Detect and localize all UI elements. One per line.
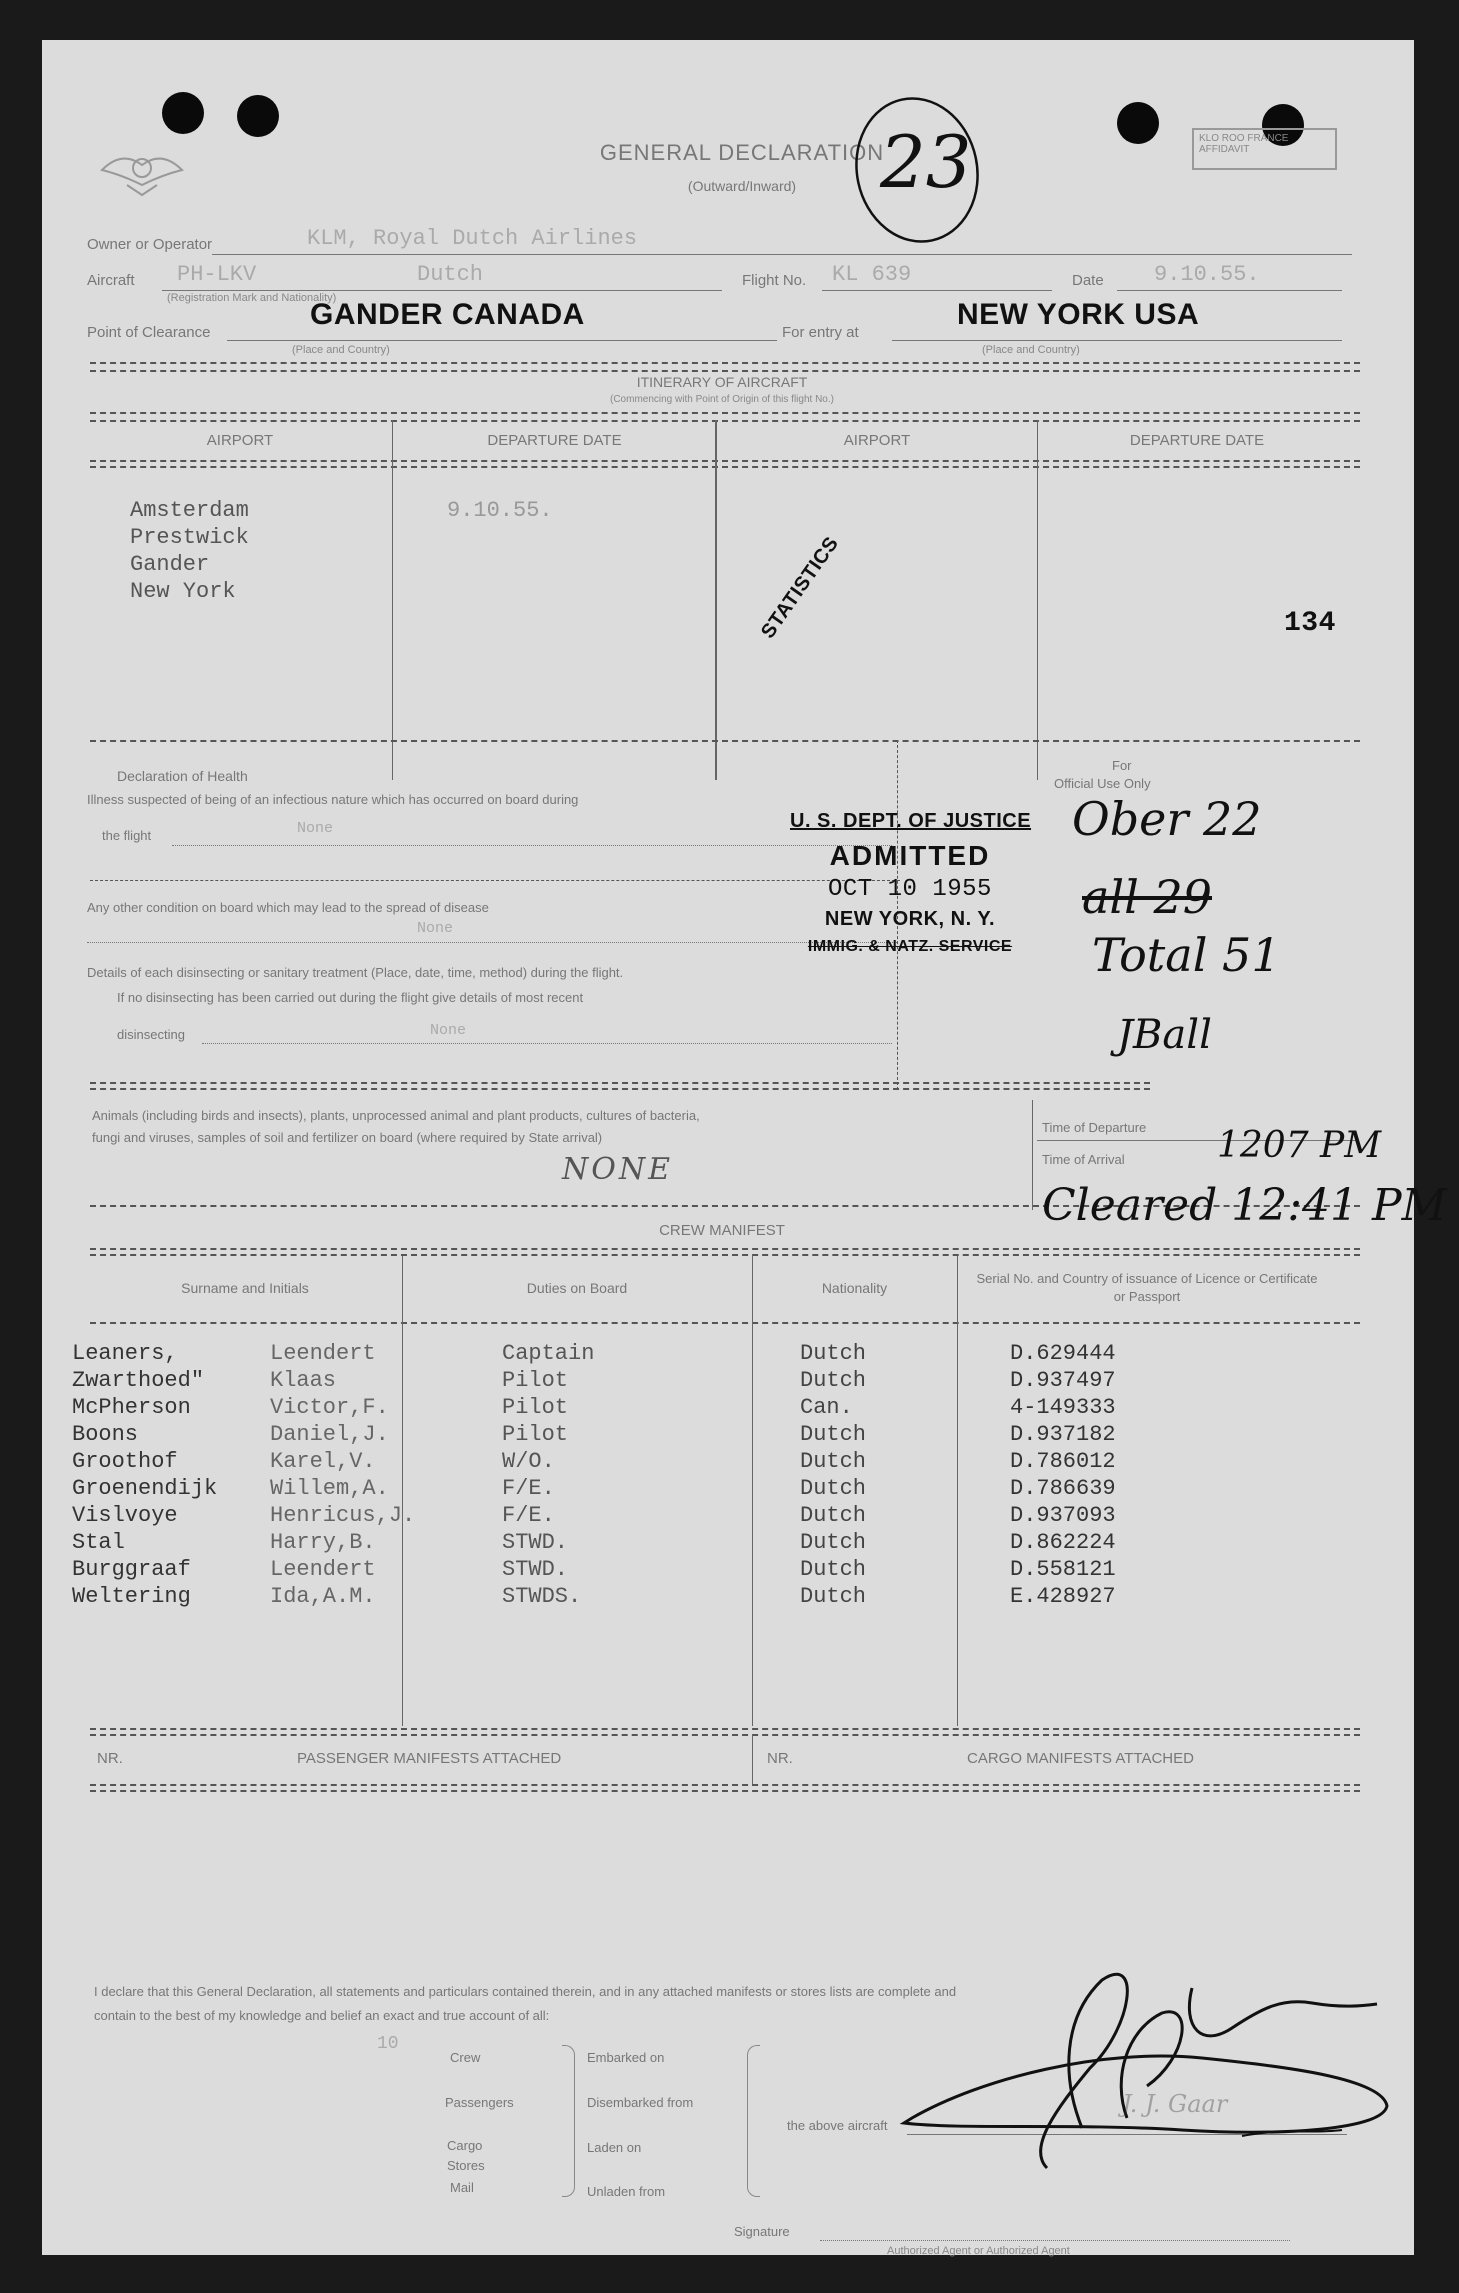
statistics-stamp: STATISTICS [757, 532, 844, 643]
official-hw-line1: Ober 22 [1072, 792, 1262, 846]
entry-line [892, 340, 1342, 341]
crew-given: Ida,A.M. [270, 1584, 376, 1609]
ins-stamp-line5: IMMIG. & NATZ. SERVICE [807, 938, 1013, 955]
divider [90, 466, 1360, 468]
crew-nationality: Dutch [800, 1530, 867, 1555]
decl-stores: Stores [447, 2158, 485, 2173]
divider [90, 1322, 1360, 1324]
crew-nationality: Dutch [800, 1368, 867, 1393]
crew-licence: D.786012 [1010, 1449, 1116, 1474]
other-condition-line [87, 942, 897, 943]
arrival-label: Time of Arrival [1042, 1152, 1125, 1167]
disinsect-line [202, 1043, 892, 1044]
illness-value: None [297, 820, 334, 837]
decl-unladen: Unladen from [587, 2184, 666, 2199]
itinerary-airport: New York [130, 579, 236, 604]
divider [90, 412, 1360, 414]
declaration-text-1: I declare that this General Declaration, all statements and particulars contained therein, and in any attached manifests or stores lists are complete and [94, 1984, 957, 1999]
punch-hole-left-2 [237, 95, 279, 137]
divider [90, 362, 1360, 364]
crew-divider-2 [752, 1256, 753, 1726]
divider [90, 460, 1360, 462]
page-number: 134 [1284, 608, 1336, 639]
crew-nationality: Dutch [800, 1449, 867, 1474]
divider [90, 1082, 1150, 1084]
crew-col-duties: Duties on Board [526, 1280, 628, 1296]
cargo-manifests-label: CARGO MANIFESTS ATTACHED [967, 1750, 1194, 1767]
divider [90, 1728, 1360, 1730]
decl-cargo: Cargo [447, 2138, 483, 2153]
itinerary-col-airport-2: AIRPORT [843, 432, 911, 449]
itinerary-departure-date: 9.10.55. [447, 498, 553, 523]
crew-given: Victor,F. [270, 1395, 389, 1420]
crew-duty: STWD. [502, 1557, 569, 1582]
aircraft-line [162, 290, 722, 291]
divider [90, 1248, 1360, 1250]
crew-divider-1 [402, 1256, 403, 1726]
itinerary-col-date-1: DEPARTURE DATE [487, 432, 622, 449]
place-caption-left: (Place and Country) [292, 344, 390, 356]
owner-line [212, 254, 1352, 255]
itinerary-divider-3 [1037, 420, 1038, 780]
date-label: Date [1072, 272, 1104, 289]
crew-col-nationality: Nationality [821, 1280, 888, 1296]
signature-scribble [842, 1958, 1402, 2188]
form-subtitle: (Outward/Inward) [687, 178, 797, 194]
crew-licence: 4-149333 [1010, 1395, 1116, 1420]
crew-licence: D.937497 [1010, 1368, 1116, 1393]
owner-value: KLM, Royal Dutch Airlines [307, 226, 638, 251]
itinerary-col-date-2: DEPARTURE DATE [1129, 432, 1265, 449]
form-title: GENERAL DECLARATION [599, 140, 885, 165]
signature-text: J. J. Gaar [1122, 2090, 1228, 2118]
declaration-form [42, 40, 1447, 2257]
clearance-label: Point of Clearance [87, 324, 211, 341]
itinerary-airport: Amsterdam [130, 498, 249, 523]
divider [90, 740, 1360, 742]
crew-licence: D.937182 [1010, 1422, 1116, 1447]
decl-laden: Laden on [587, 2140, 642, 2155]
crew-duty: STWD. [502, 1530, 569, 1555]
crew-licence: D.558121 [1010, 1557, 1116, 1582]
signature-line [820, 2240, 1290, 2241]
divider [90, 420, 1360, 422]
crew-surname: Groothof [72, 1449, 178, 1474]
entry-label: For entry at [782, 324, 859, 341]
crew-nationality: Dutch [800, 1422, 867, 1447]
registration-caption: (Registration Mark and Nationality) [167, 292, 337, 304]
itinerary-subtitle: (Commencing with Point of Origin of this flight No.) [610, 394, 834, 405]
crew-nationality: Dutch [800, 1584, 867, 1609]
decl-bracket-2 [747, 2045, 760, 2197]
punch-hole-right-1 [1117, 102, 1159, 144]
divider [90, 1088, 1150, 1090]
itinerary-divider-1 [392, 420, 393, 780]
nr-left: NR. [97, 1750, 123, 1767]
date-line [1117, 290, 1342, 291]
clearance-line [227, 340, 777, 341]
crew-surname: Weltering [72, 1584, 191, 1609]
crew-divider-3 [957, 1256, 958, 1726]
corner-box: KLO ROO FRANCE AFFIDAVIT [1192, 128, 1337, 170]
divider [90, 880, 900, 881]
declaration-text-2: contain to the best of my knowledge and belief an exact and true account of all: [94, 2008, 550, 2023]
signature-label: Signature [734, 2224, 790, 2239]
crew-surname: Stal [72, 1530, 125, 1555]
decl-embarked: Embarked on [587, 2050, 665, 2065]
crew-col-surname: Surname and Initials [181, 1280, 309, 1296]
flight-no-line [822, 290, 1052, 291]
divider [90, 1790, 1360, 1792]
ins-stamp-line4: NEW YORK, N. Y. [824, 908, 996, 930]
crew-given: Karel,V. [270, 1449, 376, 1474]
clearance-value: GANDER CANADA [310, 298, 585, 331]
disinsect-text-2: If no disinsecting has been carried out during the flight give details of most recent [117, 990, 584, 1005]
crew-surname: Vislvoye [72, 1503, 178, 1528]
itinerary-col-airport-1: AIRPORT [206, 432, 274, 449]
crew-duty: Pilot [502, 1395, 569, 1420]
official-hw-line2: all 29 [1082, 870, 1213, 924]
ins-stamp-line2: ADMITTED [829, 840, 991, 871]
nr-right: NR. [767, 1750, 793, 1767]
crew-nationality: Can. [800, 1395, 853, 1420]
circled-number: 23 [880, 120, 972, 204]
crew-nationality: Dutch [800, 1557, 867, 1582]
other-condition-text: Any other condition on board which may lead to the spread of disease [87, 900, 489, 915]
crew-duty: Pilot [502, 1368, 569, 1393]
divider [90, 1734, 1360, 1736]
divider [90, 370, 1360, 372]
departure-time-hw: 1207 PM [1217, 1125, 1382, 1166]
crew-nationality: Dutch [800, 1341, 867, 1366]
passenger-manifests-label: PASSENGER MANIFESTS ATTACHED [297, 1750, 562, 1767]
crew-licence: D.862224 [1010, 1530, 1116, 1555]
crew-surname: Leaners, [72, 1341, 178, 1366]
aircraft-reg: PH-LKV [177, 262, 257, 287]
agent-caption: Authorized Agent or Authorized Agent [887, 2245, 1070, 2257]
decl-mail: Mail [450, 2180, 474, 2195]
flight-no-value: KL 639 [832, 262, 912, 287]
other-condition-value: None [417, 920, 454, 937]
decl-disembarked: Disembarked from [587, 2095, 694, 2110]
official-label: Official Use Only [1054, 776, 1151, 791]
health-heading: Declaration of Health [117, 768, 248, 784]
disinsect-value: None [430, 1022, 467, 1039]
decl-bracket [562, 2045, 575, 2197]
crew-given: Daniel,J. [270, 1422, 389, 1447]
animals-text-1: Animals (including birds and insects), plants, unprocessed animal and plant products, cultures of bacteria, [92, 1108, 700, 1123]
crew-col-licence: Serial No. and Country of issuance of Licence or Certificate or Passport [976, 1271, 1318, 1304]
decl-above-aircraft: the above aircraft [787, 2118, 888, 2133]
official-hw-line3: Total 51 [1092, 928, 1281, 982]
date-value: 9.10.55. [1154, 262, 1260, 287]
itinerary-airport: Prestwick [130, 525, 249, 550]
illness-line [172, 845, 892, 846]
ins-stamp-line3: OCT 10 1955 [828, 876, 992, 903]
crew-given: Willem,A. [270, 1476, 389, 1501]
owner-label: Owner or Operator [87, 236, 213, 253]
crew-manifest-title: CREW MANIFEST [659, 1222, 785, 1239]
departure-label: Time of Departure [1042, 1120, 1147, 1135]
aircraft-nationality: Dutch [417, 262, 484, 287]
official-hw-initials: JBall [1117, 1012, 1212, 1058]
flight-no-label: Flight No. [742, 272, 807, 289]
crew-licence: E.428927 [1010, 1584, 1116, 1609]
crew-count: 10 [377, 2034, 399, 2054]
cleared-time-hw: Cleared 12:41 PM [1042, 1180, 1447, 1231]
crew-surname: Burggraaf [72, 1557, 191, 1582]
crew-duty: F/E. [502, 1476, 555, 1501]
animals-value: NONE [562, 1152, 673, 1187]
crew-surname: Boons [72, 1422, 139, 1447]
itinerary-divider-2 [715, 420, 717, 780]
crew-nationality: Dutch [800, 1476, 867, 1501]
official-label-for: For [1112, 758, 1132, 773]
animals-text-2: fungi and viruses, samples of soil and fertilizer on board (where required by State arrival) [92, 1130, 603, 1145]
disinsecting-label: disinsecting [117, 1027, 185, 1042]
divider [90, 1254, 1360, 1256]
crew-duty: Captain [502, 1341, 595, 1366]
crew-surname: Groenendijk [72, 1476, 218, 1501]
the-flight-label: the flight [102, 828, 152, 843]
itinerary-title: ITINERARY OF AIRCRAFT [636, 374, 808, 390]
itinerary-airport: Gander [130, 552, 210, 577]
crew-given: Klaas [270, 1368, 337, 1393]
crew-given: Henricus,J. [270, 1503, 416, 1528]
entry-value: NEW YORK USA [957, 298, 1200, 331]
aircraft-label: Aircraft [87, 272, 135, 289]
place-caption-right: (Place and Country) [982, 344, 1080, 356]
crew-licence: D.937093 [1010, 1503, 1116, 1528]
crew-given: Leendert [270, 1341, 376, 1366]
crew-duty: W/O. [502, 1449, 555, 1474]
crew-surname: McPherson [72, 1395, 191, 1420]
crew-surname: Zwarthoed" [72, 1368, 205, 1393]
crew-duty: F/E. [502, 1503, 555, 1528]
illness-text: Illness suspected of being of an infectious nature which has occurred on board during [87, 792, 579, 807]
crew-licence: D.629444 [1010, 1341, 1116, 1366]
decl-passengers: Passengers [445, 2095, 514, 2110]
crew-given: Leendert [270, 1557, 376, 1582]
crew-duty: Pilot [502, 1422, 569, 1447]
crew-given: Harry,B. [270, 1530, 376, 1555]
divider [90, 1784, 1360, 1786]
emblem-icon [97, 140, 187, 200]
ins-stamp-line1: U. S. DEPT. OF JUSTICE [790, 810, 1032, 832]
crew-duty: STWDS. [502, 1584, 582, 1609]
crew-nationality: Dutch [800, 1503, 867, 1528]
disinsect-text-1: Details of each disinsecting or sanitary treatment (Place, date, time, method) during the flight. [87, 965, 624, 980]
decl-crew: Crew [450, 2050, 481, 2065]
crew-licence: D.786639 [1010, 1476, 1116, 1501]
punch-hole-left-1 [162, 92, 204, 134]
manifest-divider [752, 1736, 753, 1786]
